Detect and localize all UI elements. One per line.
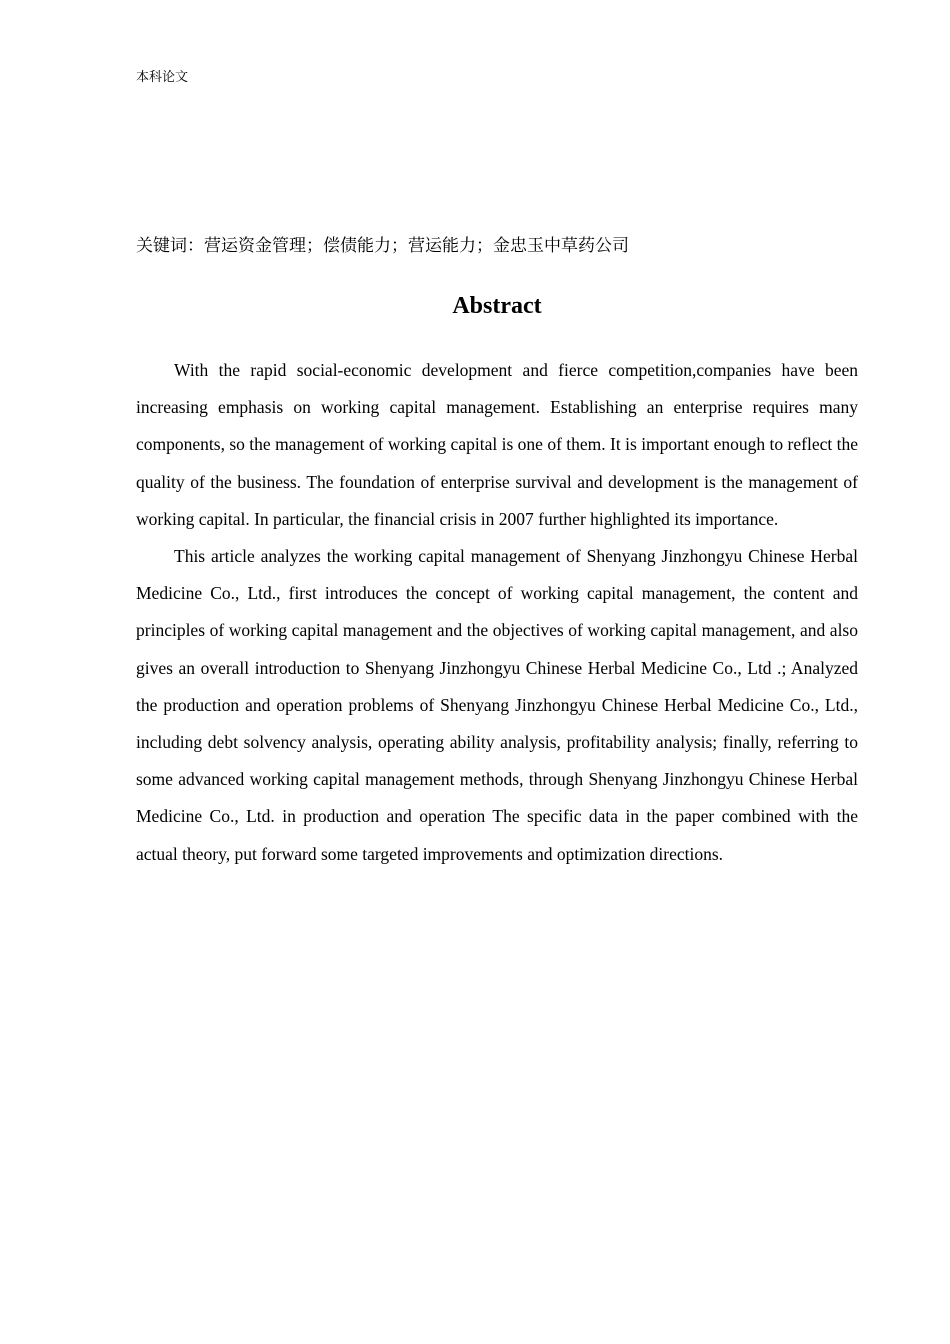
abstract-body	[136, 352, 858, 873]
abstract-title: Abstract	[452, 293, 542, 319]
abstract-paragraph-1: With the rapid social-economic development and fierce competition,companies have been increasing emphasis on working capital management. Establishing an enterprise requires many components, so the management of working capital is one of them. It is important enough to reflect the quality of the business. The foundation of enterprise survival and development is the management of working capital. In particular, the financial crisis in 2007 further highlighted its importance.	[136, 360, 858, 529]
keywords-text: 营运资金管理；偿债能力；营运能力；金忠玉中草药公司	[204, 236, 629, 256]
abstract-paragraph-2: This article analyzes the working capital management of Shenyang Jinzhongyu Chinese Herbal Medicine Co., Ltd., first introduces the concept of working capital management, the content and principles of working capital management and the objectives of working capital management, and also gives an overall introduction to Shenyang Jinzhongyu Chinese Herbal Medicine Co., Ltd .; Analyzed the production and operation problems of Shenyang Jinzhongyu Chinese Herbal Medicine Co., Ltd., including debt solvency analysis, operating ability analysis, profitability analysis; finally, referring to some advanced working capital management methods, through Shenyang Jinzhongyu Chinese Herbal Medicine Co., Ltd. in production and operation The specific data in the paper combined with the actual theory, put forward some targeted improvements and optimization directions.	[136, 546, 858, 864]
running-header: 本科论文	[136, 70, 189, 85]
keywords-line	[136, 233, 858, 259]
keywords-label: 关键词：	[136, 236, 204, 256]
